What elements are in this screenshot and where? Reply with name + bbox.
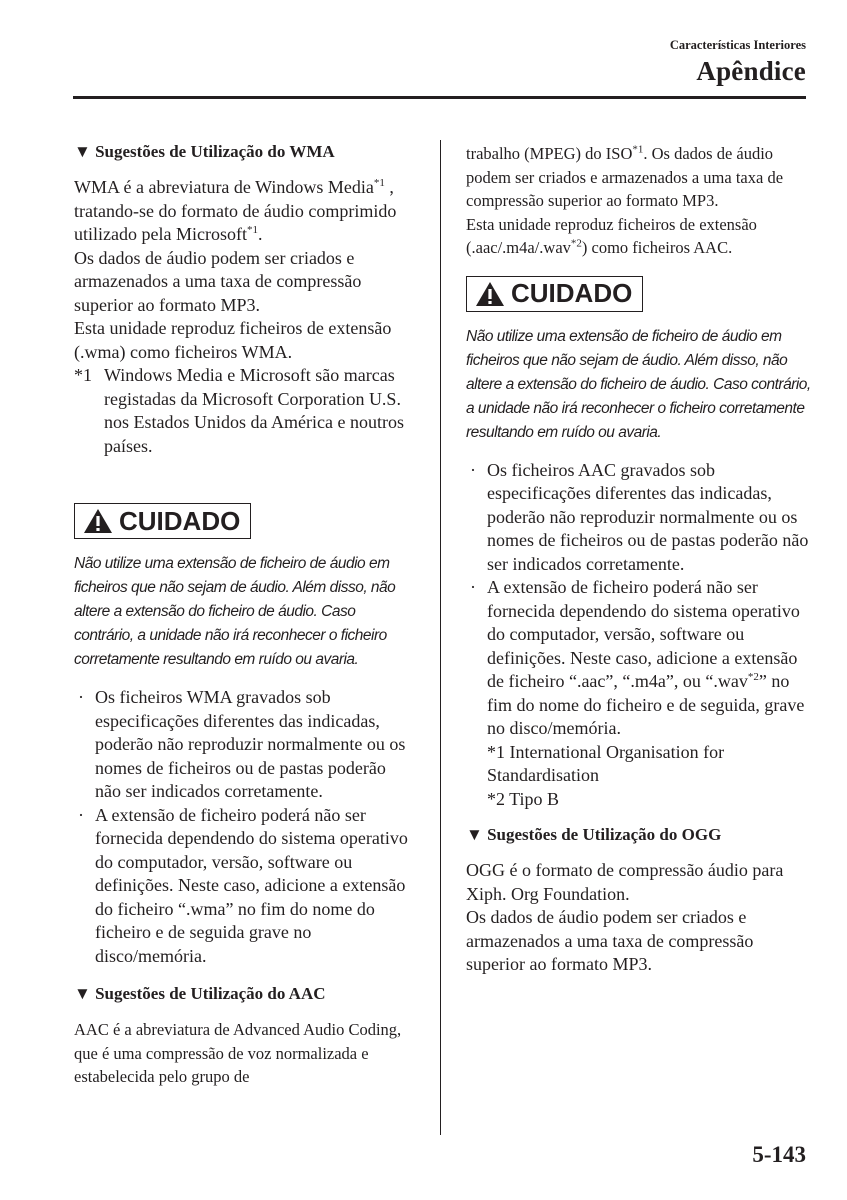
warning-icon — [83, 508, 113, 534]
wma-footnote — [74, 364, 416, 458]
bullet-dot-icon: · — [78, 687, 84, 707]
wma-paragraph-3: Esta unidade reproduz ficheiros de extensão (.wma) como ficheiros WMA. — [74, 318, 392, 362]
note-2: *2 Tipo B — [487, 788, 560, 809]
caution-label: CUIDADO — [511, 278, 633, 308]
bullet-dot-icon: · — [470, 459, 476, 480]
section-title: Características Interiores — [669, 38, 806, 52]
column-divider — [440, 140, 441, 1135]
aac-heading: ▼ Sugestões de Utilização do AAC — [74, 984, 326, 1003]
list-item: · Os ficheiros WMA gravados sob especificações diferentes das indicadas, poderão não reproduzir normalmente ou os nomes de ficheiros ou de pastas poderão não ser indicados corretamente. — [74, 686, 416, 804]
chapter-title: Apêndice — [696, 56, 806, 86]
caution-text: Não utilize uma extensão de ficheiro de áudio em ficheiros que não sejam de áudio. Além disso, não altere a extensão do ficheiro de áudio. Caso contrário, a unidade não irá reconhecer o ficheiro corretamente resultando em ruído ou avaria. — [466, 327, 811, 441]
aac-paragraph-2: Esta unidade reproduz ficheiros de extensão (.aac/.m4a/.wav$^{*2}$) como ficheiros AAC. — [466, 214, 757, 257]
bullet-dot-icon: · — [78, 804, 84, 825]
ogg-heading: ▼ Sugestões de Utilização do OGG — [466, 825, 722, 844]
wma-paragraph-2: Os dados de áudio podem ser criados e armazenados a uma taxa de compressão superior ao formato MP3. — [74, 247, 362, 315]
wma-heading: ▼ Sugestões de Utilização do WMA — [74, 142, 335, 161]
list-item: · A extensão de ficheiro poderá não ser fornecida dependendo do sistema operativo do computador, versão, software ou definições. Neste caso, adicione a extensão de ficheiro “.aac”, “.m4a”, ou “.wav$^{*2}$” no fim do nome do ficheiro e de seguida, grave no disco/memória. — [466, 576, 811, 741]
right-column — [466, 140, 811, 977]
header-rule — [73, 96, 806, 99]
footnote-mark: *1 — [74, 365, 92, 385]
aac-paragraph-1: AAC é a abreviatura de Advanced Audio Coding, que é uma compressão de voz normalizada e estabelecida pelo grupo de — [74, 1020, 402, 1086]
left-column — [74, 140, 416, 1089]
note-item — [466, 788, 811, 812]
ogg-paragraph-2: Os dados de áudio podem ser criados e armazenados a uma taxa de compressão superior ao formato MP3. — [466, 907, 754, 974]
caution-box — [74, 503, 251, 539]
caution-label: CUIDADO — [119, 505, 241, 536]
footnote-text: Windows Media e Microsoft são marcas registadas da Microsoft Corporation U.S. nos Estados Unidos da América e noutros países. — [104, 365, 404, 456]
note-1: *1 International Organisation for Standardisation — [487, 741, 725, 785]
caution-text: Não utilize uma extensão de ficheiro de áudio em ficheiros que não sejam de áudio. Além disso, não altere a extensão do ficheiro de áudio. Caso contrário, a unidade não irá reconhecer o ficheiro corretamente resultando em ruído ou avaria. — [74, 555, 396, 668]
page-number: 5-143 — [752, 1142, 806, 1167]
warning-icon — [475, 281, 505, 307]
list-item: · A extensão de ficheiro poderá não ser fornecida dependendo do sistema operativo do computador, versão, software ou definições. Neste caso, adicione a extensão do ficheiro “.wma” no fim do nome do ficheiro e de seguida grave no disco/memória. — [74, 804, 416, 969]
aac-paragraph-1-continued: trabalho (MPEG) do ISO$^{*1}$. Os dados de áudio podem ser criados e armazenados a uma taxa de compressão superior ao formato MP3. — [466, 143, 784, 210]
note-item — [466, 741, 811, 788]
ogg-paragraph-1: OGG é o formato de compressão áudio para Xiph. Org Foundation. — [466, 860, 784, 904]
caution-box — [466, 276, 643, 312]
list-item: · Os ficheiros AAC gravados sob especificações diferentes das indicadas, poderão não reproduzir normalmente ou os nomes de ficheiros ou de pastas poderão não ser indicados corretamente. — [466, 459, 811, 577]
bullet-dot-icon: · — [470, 577, 476, 597]
wma-paragraph-1: WMA é a abreviatura de Windows Media$^{*1}$ , tratando-se do formato de áudio comprimido utilizado pela Microsoft$^{*1}$. — [74, 177, 397, 244]
